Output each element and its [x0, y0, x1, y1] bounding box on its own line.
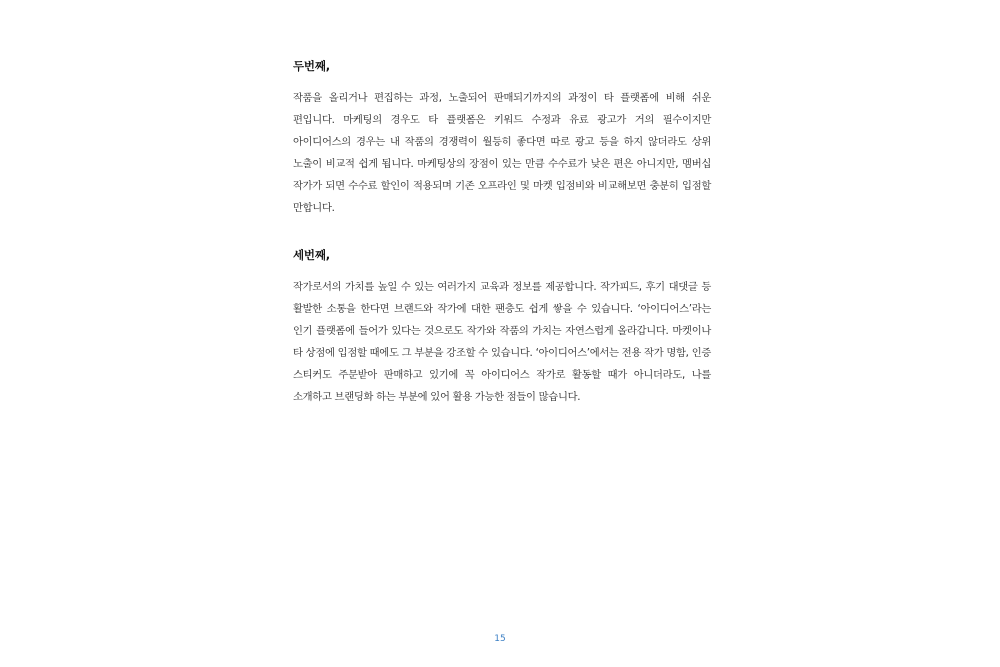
section-body: 작가로서의 가치를 높일 수 있는 여러가지 교육과 정보를 제공합니다. 작가피드, 후기 대댓글 등 활발한 소통을 한다면 브랜드와 작가에 대한 팬층도 쉽게 쌓을 수 있습니다. ‘아이디어스’라는 인기 플랫폼에 들어가 있다는 것으로도 작가와 작품의 가치는 자연스럽게 올라갑니다. 마켓이나 타 상점에 입점할 때에도 그 부분을 강조할 수 있습니다. ‘아이디어스’에서는 전용 작가 명함, 인증 스티커도 주문받아 판매하고 있기에 꼭 아이디어스 작가로 활동할 때가 아니더라도, 나를 소개하고 브랜딩화 하는 부분에 있어 활용 가능한 점들이 많습니다.: [293, 281, 711, 403]
section-heading: 세번째,: [293, 248, 330, 262]
section-body: 작품을 올리거나 편집하는 과정, 노출되어 판매되기까지의 과정이 타 플랫폼에 비해 쉬운 편입니다. 마케팅의 경우도 타 플랫폼은 키워드 수정과 유료 광고가 거의 필수이지만 아이디어스의 경우는 내 작품의 경쟁력이 월등히 좋다면 따로 광고 등을 하지 않더라도 상위 노출이 비교적 쉽게 됩니다. 마케팅상의 장점이 있는 만큼 수수료가 낮은 편은 아니지만, 멤버십 작가가 되면 수수료 할인이 적용되며 기존 오프라인 및 마켓 입점비와 비교해보면 충분히 입점할 만합니다.: [293, 92, 711, 214]
page-number: 15: [494, 634, 506, 644]
section-heading: 두번째,: [293, 59, 330, 73]
section-third: [293, 246, 711, 408]
section-second: [293, 57, 711, 219]
